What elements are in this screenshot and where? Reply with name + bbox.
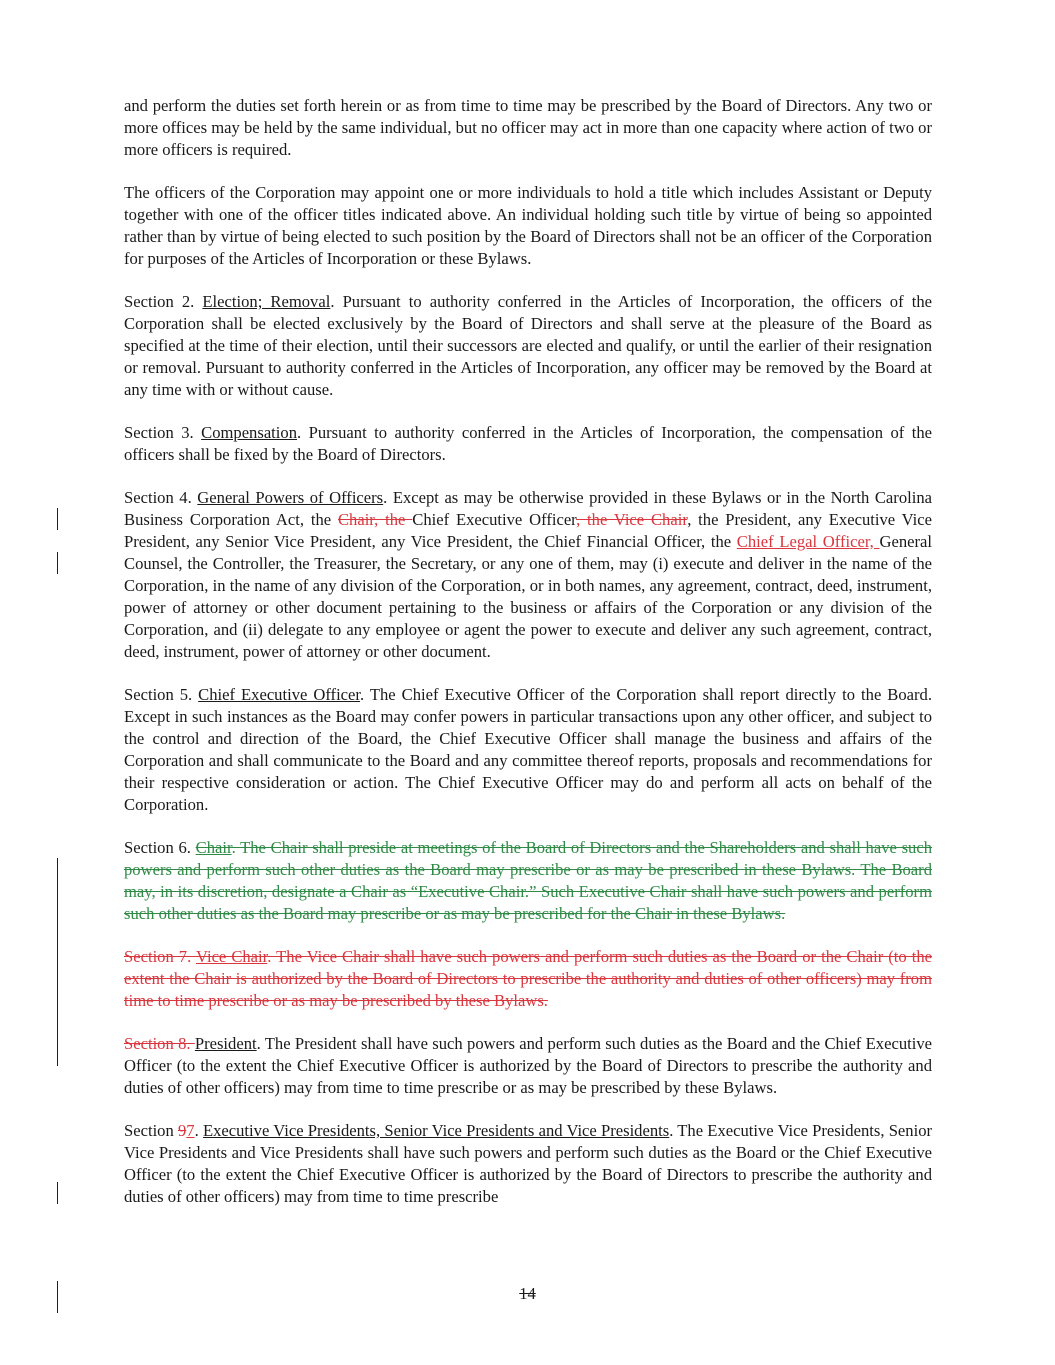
section-3: Section 3. Compensation. Pursuant to authority conferred in the Articles of Incorporation, the compensation of the officers shall be fixed by the Board of Directors. xyxy=(124,423,933,464)
section-9: Section 97. Executive Vice Presidents, Senior Vice Presidents and Vice Presidents. The Executive Vice Presidents, Senior Vice Presidents and Vice Presidents shall have such powers and perform such duties as the Board or the Chief Executive Officer (to the extent the Chief Executive Officer is authorized by the Board of Directors to prescribe the authority and duties of other officers) may from time to time prescribe xyxy=(124,1121,933,1206)
deleted-text: Chair, the xyxy=(337,510,413,529)
section-9-heading: Executive Vice Presidents, Senior Vice Presidents and Vice Presidents xyxy=(202,1121,670,1140)
inserted-text: Chief Legal Officer, xyxy=(736,532,880,551)
section-5-heading: Chief Executive Officer xyxy=(198,685,361,704)
deleted-text: , the Vice Chair xyxy=(576,510,688,529)
change-bar xyxy=(57,552,58,574)
section-3-heading: Compensation xyxy=(201,423,297,442)
inserted-text: 7 xyxy=(186,1121,195,1140)
section-4: Section 4. General Powers of Officers. Except as may be otherwise provided in these Bylaws or in the North Carolina Business Corporation Act, the Chair, the Chief Executive Officer, the Vice Chair, the President, any Executive Vice President, any Senior Vice President, any Vice President, the Chief Financial Officer, the Chief Legal Officer, General Counsel, the Controller, the Treasurer, the Secretary, or any one of them, may (i) execute and deliver in the name of the Corporation, in the name of any division of the Corporation, or in both names, any agreement, contract, deed, instrument, power of attorney or other document pertaining to the business or affairs of the Corporation or any division of the Corporation, and (ii) delegate to any employee or agent the power to execute and deliver any such agreement, contract, deed, instrument, power of attorney or other document. xyxy=(124,488,933,661)
section-8: Section 8. President. The President shall have such powers and perform such duties as the Board and the Chief Executive Officer (to the extent the Chief Executive Officer is authorized by the Board of Directors to prescribe the authority and duties of other officers) may from time to time prescribe or as may be prescribed by these Bylaws. xyxy=(124,1034,932,1097)
deleted-text: . The Chair shall preside at meetings of the Board of Directors and the Shareholders and shall have such powers and perform such other duties as the Board may prescribe or as may be prescribed in these Bylaws. The Board may, in its discretion, designate a Chair as “Executive Chair.” Such Executive Chair shall have such powers and perform such other duties as the Board may prescribe or as may be prescribed for the Chair in these Bylaws. xyxy=(124,838,932,923)
paragraph-officers-duties: and perform the duties set forth herein or as from time to time may be prescribed by the Board of Directors. Any two or more offices may be held by the same individual, but no officer may act in more than one capacity where action of two or more officers is required. xyxy=(124,96,932,159)
section-7-deleted: Section 7. Vice Chair. The Vice Chair shall have such powers and perform such duties as the Board or the Chair (to the extent the Chair is authorized by the Board of Directors to prescribe the authority and duties of other officers) may from time to time prescribe or as may be prescribed by these Bylaws. xyxy=(124,947,933,1010)
section-7-heading: Vice Chair xyxy=(195,947,268,966)
page-number: 14 xyxy=(519,1284,536,1303)
change-bar xyxy=(57,858,58,1066)
paragraph-assistant-deputy: The officers of the Corporation may appoint one or more individuals to hold a title which includes Assistant or Deputy together with one of the officer titles indicated above. An individual holding such title by virtue of being so appointed rather than by virtue of being elected to such position by the Board of Directors shall not be an officer of the Corporation for purposes of the Articles of Incorporation or these Bylaws. xyxy=(124,183,932,268)
section-2: Section 2. Election; Removal. Pursuant to authority conferred in the Articles of Incorporation, the officers of the Corporation shall be elected exclusively by the Board of Directors and shall serve at the pleasure of the Board as specified at the time of their election, until their successors are elected and qualify, or until the earlier of their resignation or removal. Pursuant to authority conferred in the Articles of Incorporation, any officer may be removed by the Board at any time with or without cause. xyxy=(124,292,932,399)
section-5: Section 5. Chief Executive Officer. The Chief Executive Officer of the Corporation shall report directly to the Board. Except in such instances as the Board may confer powers in particular transactions upon any other officer, and subject to the control and direction of the Board, the Chief Executive Officer shall manage the business and affairs of the Corporation and shall communicate to the Board and any committee thereof reports, proposals and recommendations for their respective consideration or action. The Chief Executive Officer may do and perform all acts on behalf of the Corporation. xyxy=(124,685,932,814)
section-2-heading: Election; Removal xyxy=(202,292,331,311)
section-6-heading: Chair xyxy=(195,838,232,857)
section-8-heading: President xyxy=(194,1034,257,1053)
change-bar xyxy=(57,508,58,530)
change-bar xyxy=(57,1182,58,1204)
deleted-text: Section 8. xyxy=(124,1034,195,1053)
deleted-text: 9 xyxy=(178,1121,187,1140)
section-6-deleted: Section 6. Chair. The Chair shall preside at meetings of the Board of Directors and the Shareholders and shall have such powers and perform such other duties as the Board may prescribe or as may be prescribed in these Bylaws. The Board may, in its discretion, designate a Chair as “Executive Chair.” Such Executive Chair shall have such powers and perform such other duties as the Board may prescribe or as may be prescribed for the Chair in these Bylaws. xyxy=(124,838,932,923)
document-page xyxy=(124,95,932,1229)
deleted-text: . The Vice Chair shall have such powers and perform such duties as the Board or the Chair (to the extent the Chair is authorized by the Board of Directors to prescribe the authority and duties of other officers) may from time to time prescribe or as may be prescribed by these Bylaws. xyxy=(124,947,933,1010)
section-4-heading: General Powers of Officers xyxy=(197,488,384,507)
